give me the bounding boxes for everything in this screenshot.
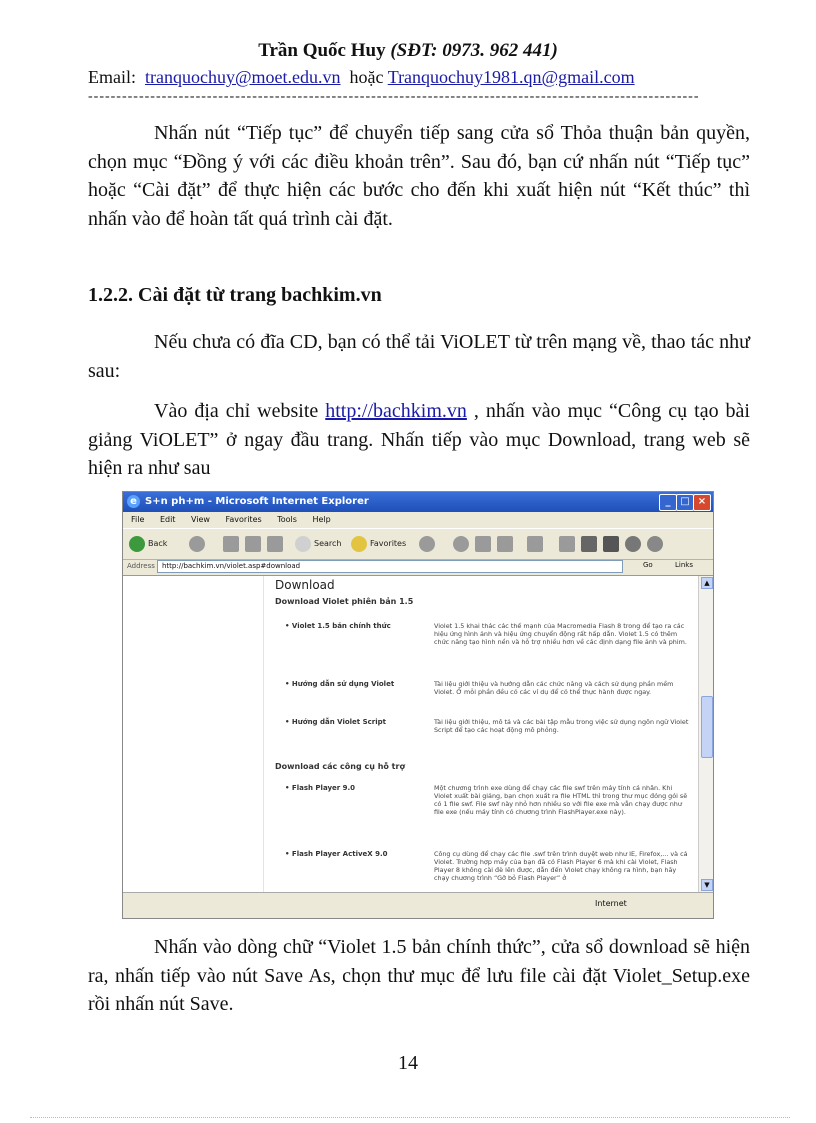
favorites-button: Favorites — [351, 535, 406, 553]
ie-logo-icon: e — [127, 495, 140, 508]
section-heading: 1.2.2. Cài đặt từ trang bachkim.vn — [88, 284, 382, 306]
download-section-tools: Download các công cụ hỗ trợ — [275, 762, 405, 771]
tool-icon-a — [603, 535, 622, 553]
forward-icon — [189, 535, 208, 553]
email-line — [88, 67, 635, 88]
browser-screenshot — [122, 491, 714, 919]
status-zone: Internet — [595, 899, 627, 908]
browser-content — [123, 575, 713, 892]
browser-statusbar — [123, 892, 713, 919]
browser-menubar — [123, 512, 713, 528]
menu-view: View — [190, 515, 210, 524]
mail-icon — [453, 535, 472, 553]
menu-file: File — [131, 515, 145, 524]
paragraph-3-before: Vào địa chỉ website — [154, 400, 326, 422]
download-item-name: • Flash Player ActiveX 9.0 — [285, 850, 435, 858]
email-or: hoặc — [349, 67, 384, 87]
menu-favorites: Favorites — [225, 515, 262, 524]
tool-icon-b — [625, 535, 644, 553]
refresh-icon — [245, 535, 264, 553]
scroll-thumb — [701, 696, 713, 758]
browser-toolbar — [123, 528, 713, 560]
paragraph-save — [88, 933, 750, 1019]
browser-titlebar — [123, 492, 713, 512]
paragraph-install-steps — [88, 119, 750, 233]
author-line — [0, 40, 816, 62]
email-link-primary[interactable]: tranquochuy@moet.edu.vn — [145, 67, 341, 87]
paragraph-4-text: Nhấn vào dòng chữ “Violet 1.5 bản chính thức”, cửa sổ download sẽ hiện ra, nhấn tiếp vào nút Save As, chọn thư mục để lưu file cài đặt Violet_Setup.exe rồi nhấn nút Save. — [88, 936, 750, 1015]
research-icon — [581, 535, 600, 553]
back-button: Back — [129, 535, 167, 553]
left-pane — [123, 576, 264, 892]
edit-icon — [497, 535, 516, 553]
address-label: Address — [127, 562, 155, 570]
history-icon — [419, 535, 438, 553]
links-label: Links — [675, 561, 693, 569]
browser-title: S+n ph+m - Microsoft Internet Explorer — [145, 496, 369, 507]
paragraph-website — [88, 397, 750, 483]
address-bar — [123, 558, 713, 574]
discuss-icon — [527, 535, 546, 553]
star-icon — [351, 536, 367, 552]
paragraph-1-text: Nhấn nút “Tiếp tục” để chuyển tiếp sang cửa sổ Thỏa thuận bản quyền, chọn mục “Đồng ý với các điều khoản trên”. Sau đó, bạn cứ nhấn nút “Tiếp tục” hoặc “Cài đặt” để thực hiện các bước cho đến khi xuất hiện nút “Kết thúc” thì nhấn vào để hoàn tất quá trình cài đặt. — [88, 122, 750, 230]
download-page — [271, 576, 696, 892]
paragraph-no-cd — [88, 328, 750, 385]
scroll-up-icon: ▲ — [701, 577, 713, 589]
address-field: http://bachkim.vn/violet.asp#download — [157, 560, 623, 573]
scroll-down-icon: ▼ — [701, 879, 713, 891]
header-divider: ------------------------------------------------------------------------------------------------------------ — [88, 90, 700, 104]
home-icon — [267, 535, 286, 553]
paragraph-3-after: , nhấn vào mục “Công cụ tạo bài giảng ViOLET” ở ngay đầu trang. Nhấn tiếp vào mục Download, trang web sẽ hiện ra như sau — [88, 400, 750, 479]
download-item-name: • Flash Player 9.0 — [285, 784, 435, 792]
author-phone: (SĐT: 0973. 962 441) — [390, 40, 558, 61]
paragraph-2-text: Nếu chưa có đĩa CD, bạn có thể tải ViOLET từ trên mạng về, thao tác như sau: — [88, 331, 750, 382]
maximize-icon: □ — [676, 494, 694, 511]
messenger-icon — [559, 535, 578, 553]
website-link[interactable]: http://bachkim.vn — [325, 400, 467, 422]
search-icon — [295, 536, 311, 552]
tool-icon-c — [647, 535, 666, 553]
stop-icon — [223, 535, 242, 553]
menu-edit: Edit — [159, 515, 176, 524]
vertical-scrollbar — [698, 576, 713, 892]
download-item-name: • Hướng dẫn Violet Script — [285, 718, 435, 726]
download-item-name: • Violet 1.5 bản chính thức — [285, 622, 435, 630]
page-number: 14 — [398, 1052, 418, 1074]
close-icon: × — [693, 494, 711, 511]
download-section-violet: Download Violet phiên bản 1.5 — [275, 597, 414, 606]
search-button: Search — [295, 535, 341, 553]
print-icon — [475, 535, 494, 553]
download-item-desc: Tài liệu giới thiệu, mô tả và các bài tập mẫu trong việc sử dụng ngôn ngữ Violet Script để tạo các hoạt động mô phỏng. — [434, 718, 689, 734]
download-item-desc: Công cụ dùng để chạy các file .swf trên trình duyệt web như IE, Firefox,... và cả Violet. Trường hợp máy của bạn đã có Flash Player 6 mà khi cài Violet, Flash Player 8 không cài đè lên được, dẫn đến Violet chạy không ra hình, bạn hãy chạy chương trình “Gỡ bỏ Flash Player” ở — [434, 850, 688, 882]
download-item-name: • Hướng dẫn sử dụng Violet — [285, 680, 435, 688]
email-link-secondary[interactable]: Tranquochuy1981.qn@gmail.com — [387, 67, 635, 87]
download-title: Download — [275, 578, 335, 592]
footer-divider — [30, 1117, 790, 1118]
author-name: Trần Quốc Huy — [258, 40, 386, 61]
minimize-icon: _ — [659, 494, 677, 511]
go-button: Go — [643, 561, 653, 569]
download-item-desc: Violet 1.5 khai thác các thế mạnh của Macromedia Flash 8 trong để tạo ra các hiệu ứng hình ảnh và hiệu ứng chuyển động rất hấp dẫn. Violet 1.5 có thêm chức năng tạo hình nền và hỗ trợ nhiều hơn về các định dạng file ảnh và phim. — [434, 622, 687, 646]
back-arrow-icon — [129, 536, 145, 552]
download-item-desc: Tài liệu giới thiệu và hướng dẫn các chức năng và cách sử dụng phần mềm Violet. Ở mỗi phần đều có các ví dụ để có thể thực hành được ngay. — [434, 680, 674, 696]
menu-tools: Tools — [277, 515, 297, 524]
download-item-desc: Một chương trình exe dùng để chạy các file swf trên máy tính cá nhân. Khi Violet xuất bài giảng, bạn chọn xuất ra file HTML thì trong thư mục đóng gói sẽ có 1 file swf. File swf này nhỏ hơn nhiều so với file exe mà vẫn chạy được như file exe (nếu máy tính có chương trình FlashPlayer.exe này). — [434, 784, 688, 816]
menu-help: Help — [312, 515, 331, 524]
email-label: Email: — [88, 67, 136, 87]
